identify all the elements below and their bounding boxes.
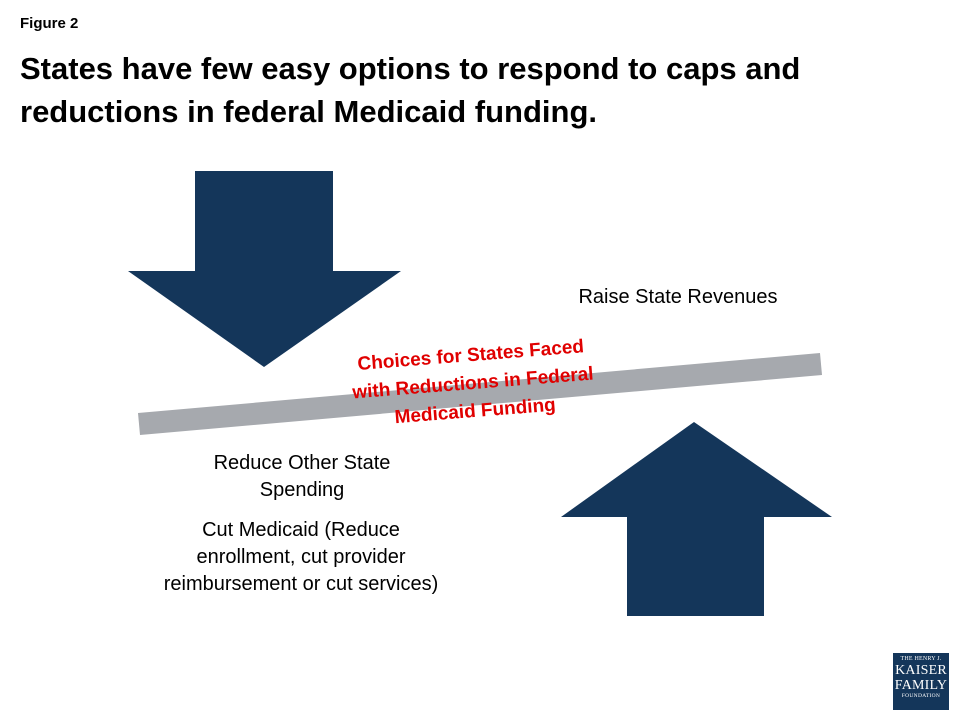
figure-label: Figure 2 bbox=[20, 15, 79, 32]
center-label-line-3: Medicaid Funding bbox=[393, 394, 557, 429]
logo-line-1: THE HENRY J. bbox=[900, 656, 942, 662]
cut-medicaid-label: Cut Medicaid (Reduce enrollment, cut provider reimbursement or cut services) bbox=[163, 519, 439, 595]
logo-line-2: KAISER bbox=[895, 663, 947, 678]
center-label-line-1: Choices for States Faced bbox=[356, 336, 585, 375]
up-arrow-icon bbox=[561, 422, 832, 616]
center-label-line-2: with Reductions in Federal bbox=[351, 363, 595, 404]
down-arrow-icon bbox=[128, 171, 401, 367]
page-title: States have few easy options to respond to caps and reductions in federal Medicaid funding. bbox=[20, 51, 801, 129]
reduce-other-spending-label: Reduce Other State Spending bbox=[213, 452, 391, 501]
logo-line-3: FAMILY bbox=[894, 678, 948, 693]
logo-line-4: FOUNDATION bbox=[901, 693, 941, 699]
raise-state-revenues-label: Raise State Revenues bbox=[578, 286, 778, 308]
kaiser-logo bbox=[893, 653, 949, 710]
